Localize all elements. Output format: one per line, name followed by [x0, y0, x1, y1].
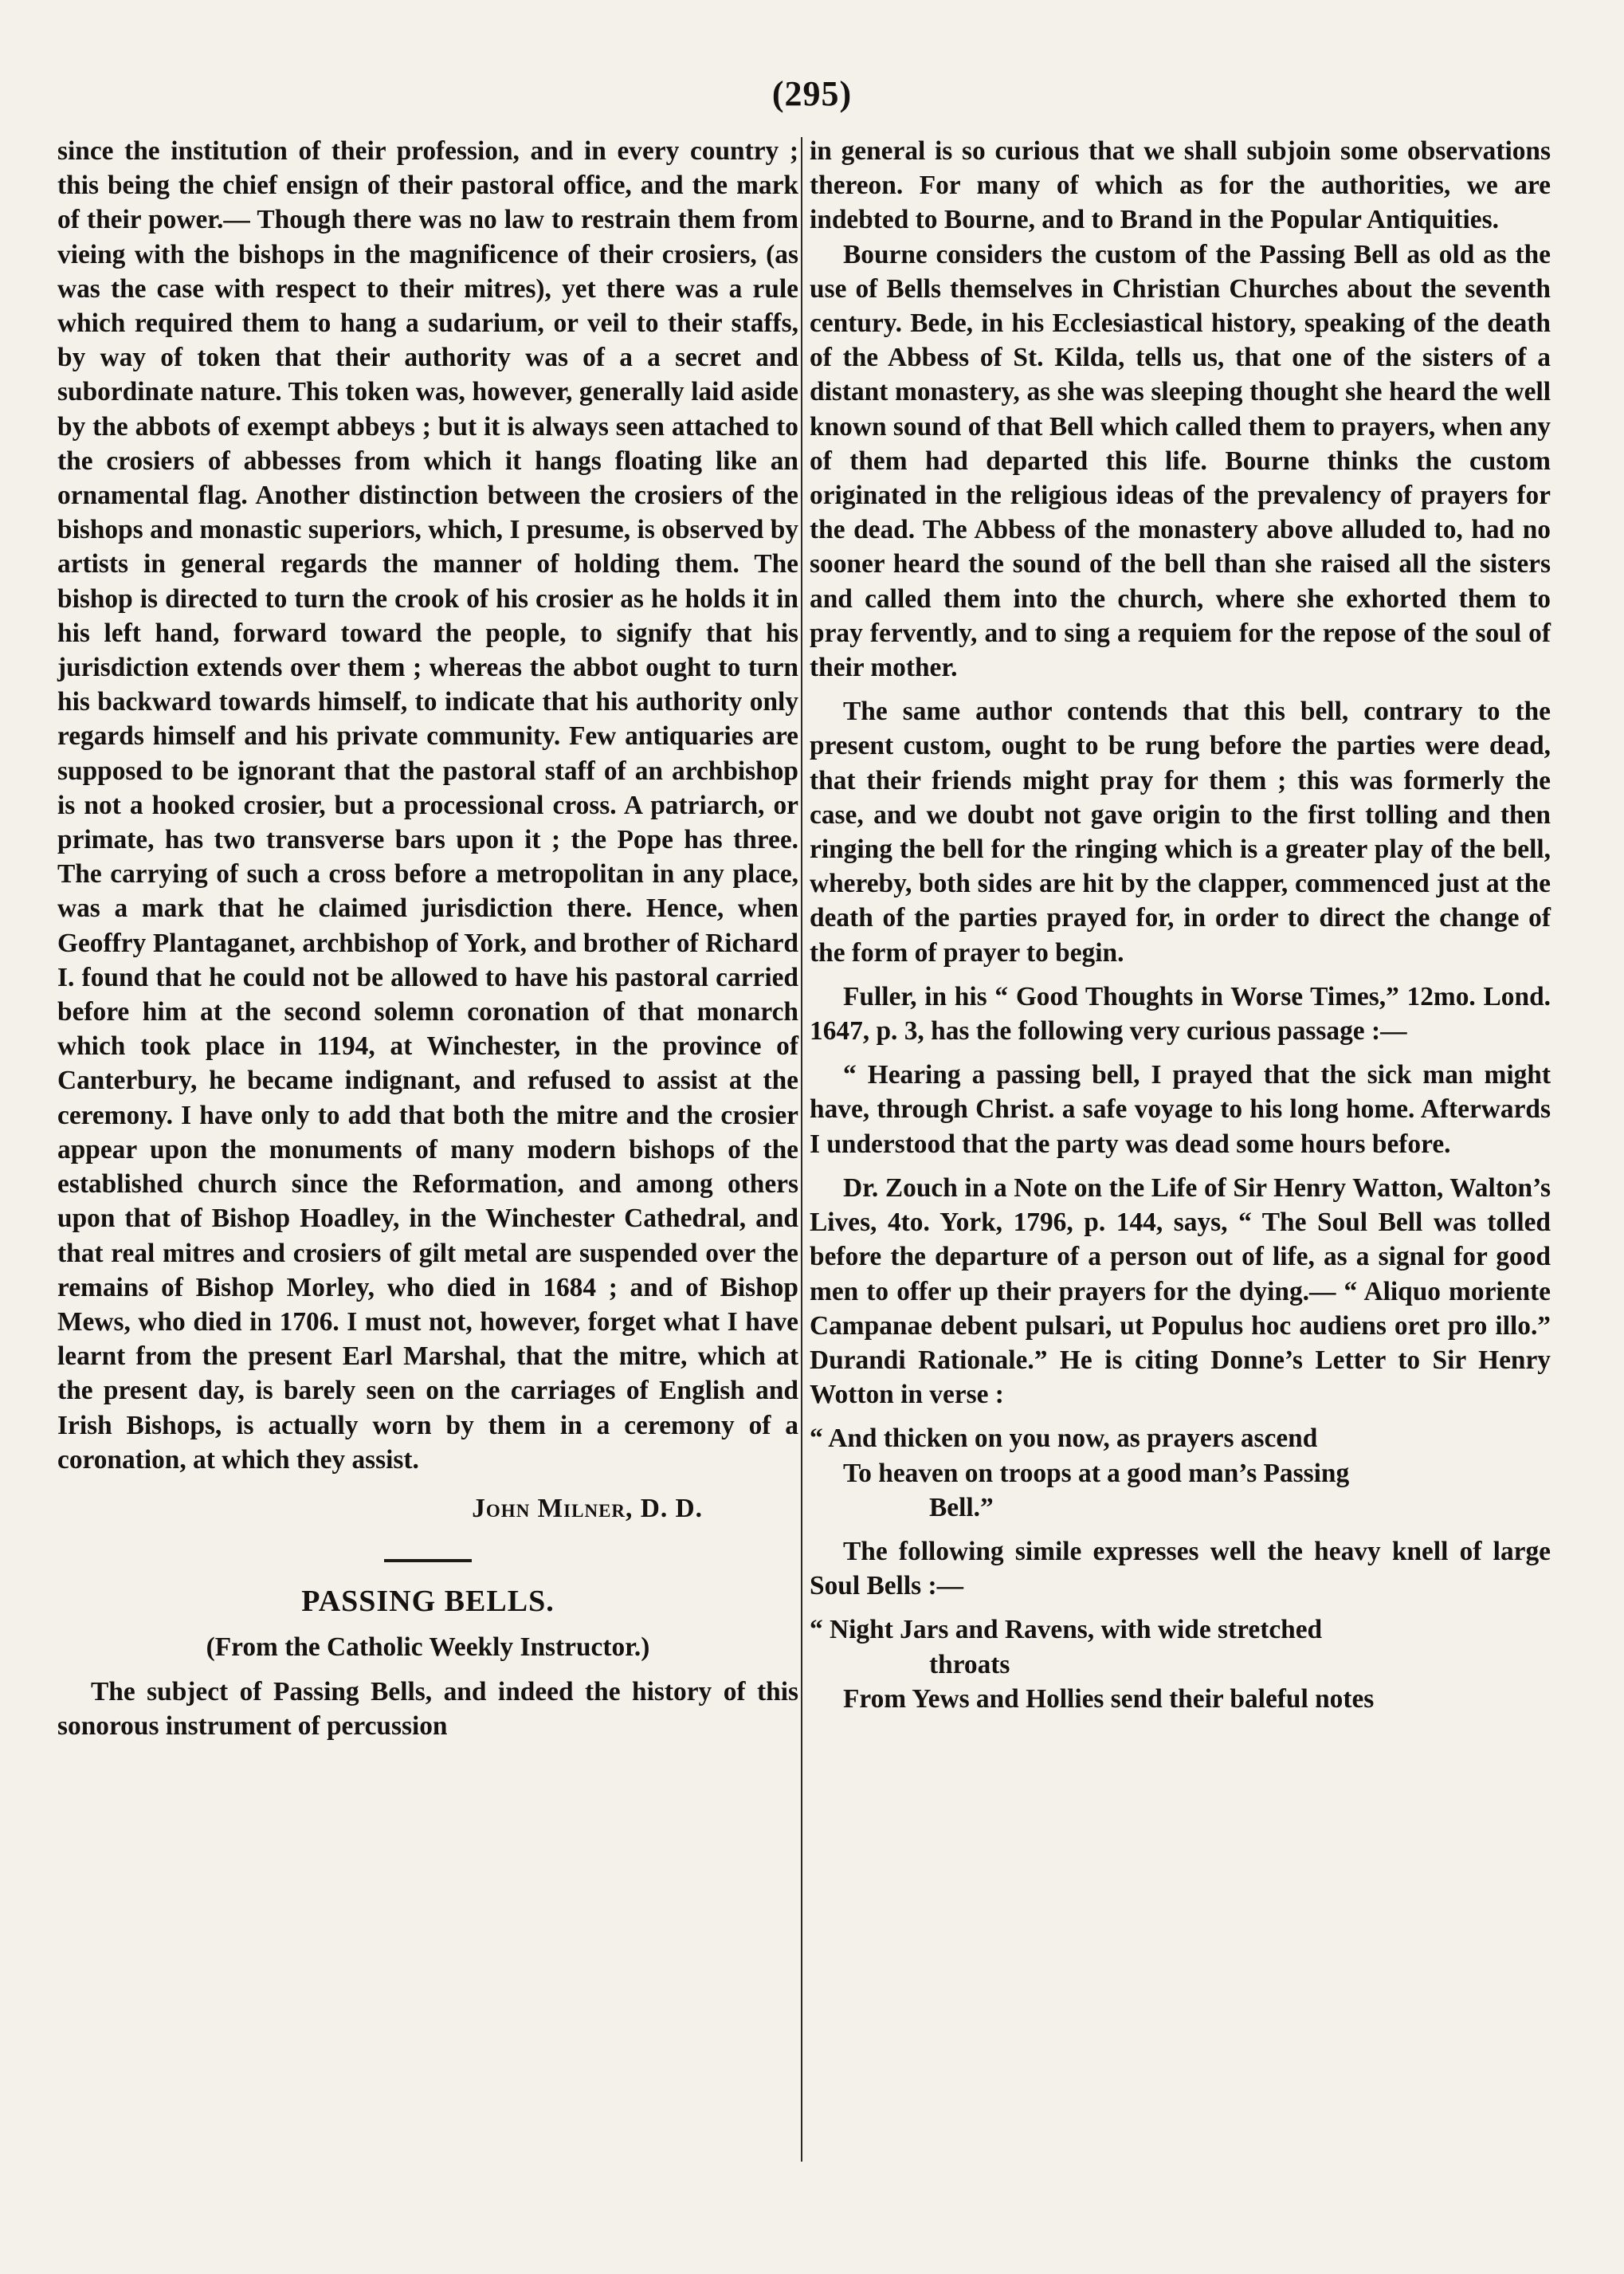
- left-column: [57, 134, 798, 1743]
- verse-line: From Yews and Hollies send their baleful notes: [843, 1683, 1375, 1714]
- article-source: (From the Catholic Weekly Instructor.): [206, 1632, 650, 1663]
- verse-line: “ And thicken on you now, as prayers ascend: [810, 1424, 1318, 1454]
- author-signature: John Milner, D. D.: [472, 1493, 703, 1523]
- body-paragraph: The following simile expresses well the heavy knell of large Soul Bells :—: [810, 1536, 1551, 1601]
- body-paragraph: Dr. Zouch in a Note on the Life of Sir Henry Watton, Walton’s Lives, 4to. York, 1796, p. 144, says, “ The Soul Bell was tolled before the departure of a person out of life, as a signal for good men to offer up their prayers for the dying.— “ Aliquo moriente Campanae debent pulsari, ut Populus hoc audiens oret pro illo.” Durandi Rationale.” He is citing Donne’s Letter to Sir Henry Wotton in verse :: [810, 1172, 1551, 1410]
- column-divider: [801, 137, 802, 2162]
- body-paragraph: Bourne considers the custom of the Passing Bell as old as the use of Bells themselves in Christian Churches about the seventh century. Bede, in his Ecclesiastical history, speaking of the death of the Abbess of St. Kilda, tells us, that one of the sisters of a distant monastery, as she was sleeping thought she heard the well known sound of that Bell which called them to prayers, when any of them had departed this life. Bourne thinks the custom originated in the religious ideas of the prevalency of prayers for the dead. The Abbess of the monastery above alluded to, had no sooner heard the sound of the bell than she raised all the sisters and called them into the church, where she exhorted them to pray fervently, and to sing a requiem for the repose of the soul of their mother.: [810, 239, 1551, 683]
- quote-paragraph: “ Hearing a passing bell, I prayed that the sick man might have, through Christ. a safe voyage to his long home. Afterwards I understood that the party was dead some hours before.: [810, 1060, 1551, 1159]
- section-divider: [384, 1559, 472, 1562]
- verse-line: “ Night Jars and Ravens, with wide stretched: [810, 1615, 1323, 1645]
- verse-line: throats: [929, 1649, 1010, 1679]
- body-paragraph: Fuller, in his “ Good Thoughts in Worse Times,” 12mo. Lond. 1647, p. 3, has the following very curious passage :—: [810, 981, 1551, 1047]
- verse-line: Bell.”: [929, 1492, 994, 1522]
- body-paragraph: The same author contends that this bell, contrary to the present custom, ought to be rung before the parties were dead, that their friends might pray for them ; this was formerly the case, and we doubt not gave origin to the first tolling and then ringing the bell for the ringing which is a greater play of the bell, whereby, both sides are hit by the clapper, commenced just at the death of the parties prayed for, in order to direct the change of the form of prayer to begin.: [810, 697, 1551, 968]
- body-paragraph: The subject of Passing Bells, and indeed the history of this sonorous instrument of percussion: [57, 1676, 798, 1741]
- body-paragraph: in general is so curious that we shall subjoin some observations thereon. For many of which as for the authorities, we are indebted to Bourne, and to Brand in the Popular Antiquities.: [810, 136, 1551, 235]
- verse-line: To heaven on troops at a good man’s Passing: [843, 1458, 1350, 1488]
- right-column: [810, 134, 1551, 1716]
- article-title: PASSING BELLS.: [301, 1585, 555, 1619]
- page-number: (295): [771, 74, 853, 113]
- body-paragraph: since the institution of their profession, and in every country ; this being the chief ensign of their pastoral office, and the mark of their power.— Though there was no law to restrain them from vieing with the bishops in the magnificence of their crosiers, (as was the case with respect to their mitres), yet there was a rule which required them to hang a sudarium, or veil to their staffs, by way of token that their authority was of a a secret and subordinate nature. This token was, however, generally laid aside by the abbots of exempt abbeys ; but it is always seen attached to the crosiers of abbesses from which it hangs floating like an ornamental flag. Another distinction between the crosiers of the bishops and monastic superiors, which, I presume, is observed by artists in general regards the manner of holding them. The bishop is directed to turn the crook of his crosier as he holds it in his left hand, forward toward the people, to signify that his jurisdiction extends over them ; whereas the abbot ought to turn his backward towards himself, to indicate that his authority only regards himself and his private community. Few antiquaries are supposed to be ignorant that the pastoral staff of an archbishop is not a hooked crosier, but a processional cross. A patriarch, or primate, has two transverse bars upon it ; the Pope has three. The carrying of such a cross before a metropolitan in any place, was a mark that he claimed jurisdiction there. Hence, when Geoffry Plantaganet, archbishop of York, and brother of Richard I. found that he could not be allowed to have his pastoral carried before him at the second solemn coronation of that monarch which took place in 1194, at Winchester, in the province of Canterbury, he became indignant, and refused to assist at the ceremony. I have only to add that both the mitre and the crosier appear upon the monuments of many modern bishops of the established church since the Reformation, and among others upon that of Bishop Hoadley, in the Winchester Cathedral, and that real mitres and crosiers of gilt metal are suspended over the remains of Bishop Morley, who died in 1684 ; and of Bishop Mews, who died in 1706. I must not, however, forget what I have learnt from the present Earl Marshal, that the mitre, which at the present day, is barely seen on the carriages of English and Irish Bishops, is actually worn by them in a ceremony of a coronation, at which they assist.: [57, 136, 798, 1475]
